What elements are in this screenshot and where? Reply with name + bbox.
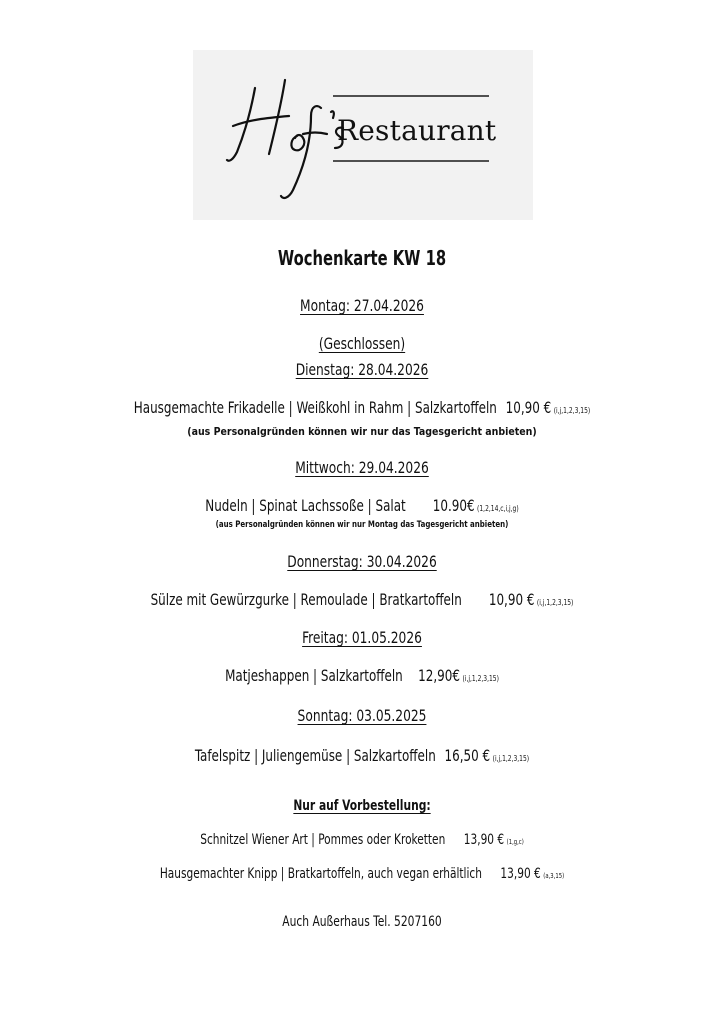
dish-tuesday	[62, 398, 663, 417]
dish-price: 13,90 €	[463, 832, 505, 848]
restaurant-logo	[193, 50, 533, 220]
allergen-codes: (i,j,1,2,3,15)	[492, 754, 530, 763]
dish-price: 12,90€	[418, 666, 460, 685]
dish-name: Hausgemachte Frikadelle | Weißkohl in Rahm | Salzkartoffeln	[133, 398, 497, 417]
dish-price: 10,90 €	[488, 590, 535, 609]
dish-name: Schnitzel Wiener Art | Pommes oder Kroketten	[200, 832, 446, 848]
closed-notice: (Geschlossen)	[318, 334, 406, 353]
day-heading-friday: Freitag: 01.05.2026	[302, 628, 422, 647]
allergen-codes: (a,3,15)	[543, 872, 565, 880]
day-heading-wednesday: Mittwoch: 29.04.2026	[295, 458, 429, 477]
logo-wordmark: Restaurant	[337, 114, 497, 147]
dish-wednesday	[62, 496, 663, 515]
day-heading-sunday: Sonntag: 03.05.2025	[297, 706, 427, 725]
dish-price: 13,90 €	[500, 866, 541, 882]
preorder-heading: Nur auf Vorbestellung:	[293, 798, 431, 814]
allergen-codes: (1,g,c)	[506, 838, 524, 846]
dish-name: Sülze mit Gewürzgurke | Remoulade | Bratkartoffeln	[150, 590, 462, 609]
dish-sunday	[62, 746, 663, 765]
dish-name: Nudeln | Spinat Lachssoße | Salat	[205, 496, 406, 515]
allergen-codes: (1,2,14,c,i,j,g)	[477, 504, 519, 513]
staff-note-wednesday: (aus Personalgründen können wir nur Montag das Tagesgericht anbieten)	[215, 520, 509, 530]
dish-name: Matjeshappen | Salzkartoffeln	[225, 666, 403, 685]
preorder-item	[58, 832, 666, 848]
dish-name: Hausgemachter Knipp | Bratkartoffeln, auch vegan erhältlich	[159, 866, 482, 882]
dish-friday	[62, 666, 663, 685]
day-heading-tuesday: Dienstag: 28.04.2026	[295, 360, 429, 379]
dish-price: 10,90 €	[505, 398, 552, 417]
dish-thursday	[62, 590, 663, 609]
takeaway-phone: Auch Außerhaus Tel. 5207160	[282, 914, 442, 930]
preorder-item	[58, 866, 666, 882]
dish-price: 10.90€	[432, 496, 475, 515]
dish-price: 16,50 €	[444, 746, 491, 765]
day-heading-monday: Montag: 27.04.2026	[300, 296, 424, 315]
staff-note-tuesday: (aus Personalgründen können wir nur das Tagesgericht anbieten)	[187, 426, 537, 438]
allergen-codes: (i,j,1,2,3,15)	[462, 674, 499, 683]
day-heading-thursday: Donnerstag: 30.04.2026	[287, 552, 437, 571]
dish-name: Tafelspitz | Juliengemüse | Salzkartoffeln	[194, 746, 436, 765]
allergen-codes: (i,j,1,2,3,15)	[553, 406, 591, 415]
allergen-codes: (i,j,1,2,3,15)	[536, 598, 574, 607]
menu-title: Wochenkarte KW 18	[277, 246, 447, 270]
